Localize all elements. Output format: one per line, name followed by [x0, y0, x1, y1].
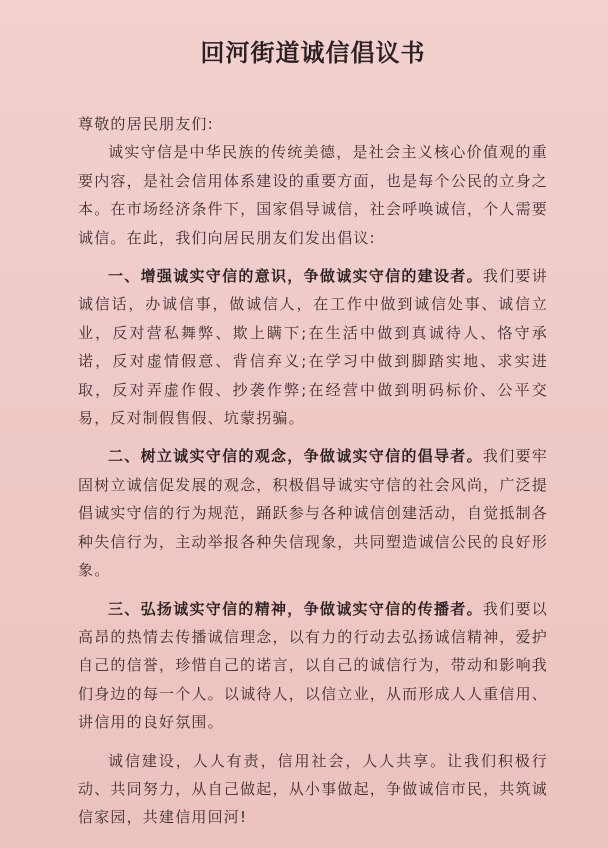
point-1-heading: 一、增强诚实守信的意识，争做诚实守信的建设者。 [108, 267, 483, 286]
paragraph-intro [78, 138, 548, 252]
point-2-text: 我们要牢固树立诚信促发展的观念，积极倡导诚实守信的社会风尚，广泛提倡诚实守信的行为规范，踊跃参与各种诚信创建活动，自觉抵制各种失信行为，主动举报各种失信现象，共同塑造诚信公民的良好形象。 [78, 447, 548, 580]
paragraph-point-3 [78, 595, 548, 737]
proposal-document [78, 28, 548, 832]
paragraph-closing [78, 747, 548, 832]
point-2-heading: 二、树立诚实守信的观念，争做诚实守信的倡导者。 [108, 447, 483, 466]
paragraph-point-2 [78, 442, 548, 584]
salutation: 尊敬的居民朋友们: [78, 115, 214, 133]
point-3-heading: 三、弘扬诚实守信的精神，争做诚实守信的传播者。 [108, 599, 483, 618]
document-title: 回河街道诚信倡议书 [200, 38, 426, 67]
paragraph-closing-text: 诚信建设，人人有责，信用社会，人人共享。让我们积极行动、共同努力，从自己做起，从小事做起，争做诚信市民，共筑诚信家园，共建信用回河! [78, 751, 548, 827]
point-3-text: 我们要以高昂的热情去传播诚信理念，以有力的行动去弘扬诚信精神，爱护自己的信誉，珍惜自己的诺言，以自己的诚信行为，带动和影响我们身边的每一个人。以诚待人，以信立业，从而形成人人重信用、讲信用的良好氛围。 [78, 599, 548, 732]
point-1-text: 我们要讲诚信话，办诚信事，做诚信人，在工作中做到诚信处事、诚信立业，反对营私舞弊、欺上瞒下;在生活中做到真诚待人、恪守承诺，反对虚情假意、背信弃义;在学习中做到脚踏实地、求实进取，反对弄虚作假、抄袭作弊;在经营中做到明码标价、公平交易，反对制假售假、坑蒙拐骗。 [78, 267, 548, 428]
paragraph-intro-text: 诚实守信是中华民族的传统美德，是社会主义核心价值观的重要内容，是社会信用体系建设的重要方面，也是每个公民的立身之本。在市场经济条件下，国家倡导诚信，社会呼唤诚信，个人需要诚信。在此，我们向居民朋友们发出倡议: [78, 143, 548, 247]
paragraph-point-1 [78, 262, 548, 432]
